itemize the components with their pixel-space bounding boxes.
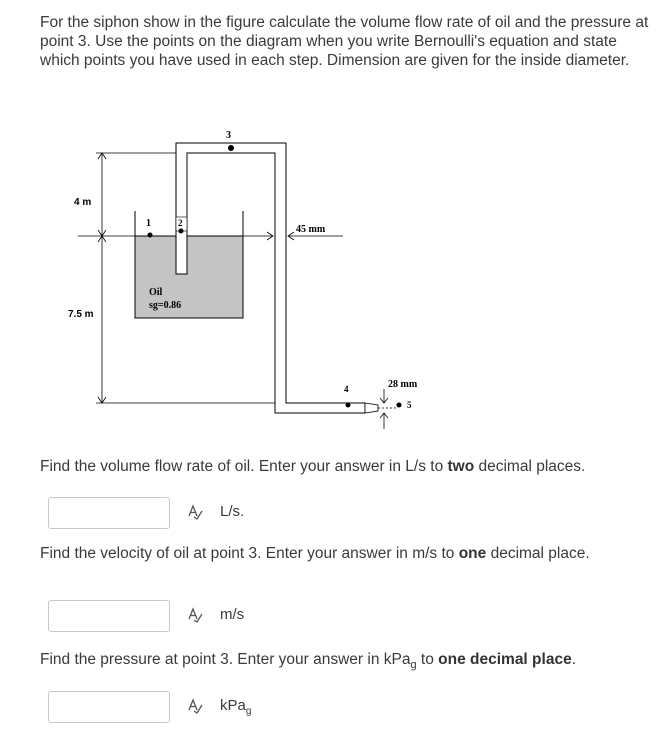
nozzle-diameter-label: 28 mm: [388, 379, 418, 390]
point-3-marker: [228, 145, 234, 151]
velocity-unit: m/s: [220, 606, 245, 623]
pipe-diameter-label: 45 mm: [296, 224, 326, 235]
question-text-end: .: [571, 651, 576, 668]
dim-4m-label: 4 m: [74, 197, 92, 208]
point-2-marker: [179, 229, 184, 234]
question-bold: one: [458, 545, 487, 562]
point-4-marker: [346, 403, 351, 408]
spellcheck-icon: [187, 607, 203, 623]
nozzle: [365, 403, 378, 413]
point-2-label: 2: [178, 218, 183, 228]
question-velocity: [40, 545, 590, 563]
question-text-end: decimal places.: [474, 458, 586, 475]
question-text-end: decimal place.: [486, 545, 590, 562]
question-bold: two: [447, 458, 475, 475]
question-bold: one decimal place: [438, 651, 572, 668]
question-text: Find the volume flow rate of oil. Enter your answer in L/s to: [40, 458, 448, 475]
oil-label: Oil: [149, 287, 163, 298]
spellcheck-icon: [187, 504, 203, 520]
flow-rate-input[interactable]: [48, 497, 170, 529]
point-1-marker: [148, 233, 153, 238]
question-sub: g: [410, 659, 417, 672]
question-flow-rate: [40, 458, 585, 476]
question-pressure: [40, 651, 576, 671]
pressure-input[interactable]: [48, 691, 170, 723]
spellcheck-icon: [187, 698, 203, 714]
question-text: Find the pressure at point 3. Enter your answer in kPa: [40, 651, 411, 668]
siphon-diagram: [60, 125, 440, 445]
velocity-input[interactable]: [48, 600, 170, 632]
flow-rate-unit: L/s.: [220, 503, 245, 520]
point-4-label: 4: [344, 384, 349, 394]
problem-statement: For the siphon show in the figure calculate the volume flow rate of oil and the pressure at point 3. Use the points on the diagram when you write Bernoulli's equation and state which points you have used in each step. Dimension are given for the inside diameter.: [40, 14, 649, 70]
point-5-marker: [397, 403, 402, 408]
question-text-mid: to: [416, 651, 439, 668]
dim-7-5m-label: 7.5 m: [68, 309, 94, 320]
point-3-label: 3: [226, 130, 231, 141]
point-1-label: 1: [146, 218, 151, 229]
sg-label: sg=0.86: [149, 300, 182, 311]
point-5-label: 5: [407, 400, 412, 410]
question-text: Find the velocity of oil at point 3. Enter your answer in m/s to: [40, 545, 459, 562]
pressure-unit: kPa$_g$: [220, 697, 252, 717]
